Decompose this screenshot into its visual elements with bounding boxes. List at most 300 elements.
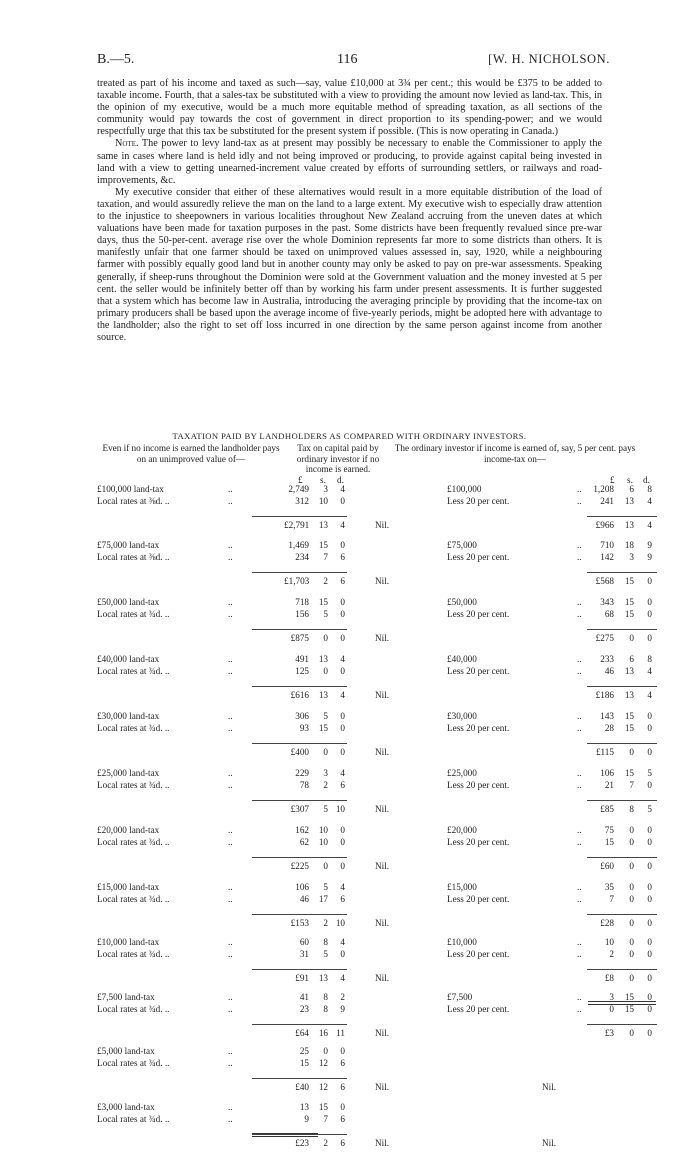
landholder-total-shillings: 2 [323, 918, 328, 928]
land-tax-shillings: 15 [318, 540, 328, 550]
land-tax-label: £10,000 land-tax [97, 937, 160, 947]
table-row [97, 881, 657, 931]
investor-total-shillings: 15 [624, 576, 634, 586]
investor-nil-tax: Nil. [375, 633, 390, 643]
landholder-total-pounds: £875 [290, 633, 309, 643]
local-rates-pounds: 31 [299, 949, 309, 959]
deduction-pounds: 7 [609, 894, 614, 904]
double-rule [588, 1001, 656, 1005]
land-tax-pounds: 106 [295, 882, 309, 892]
land-tax-pounds: 25 [299, 1046, 309, 1056]
table-title: TAXATION PAID BY LANDHOLDERS AS COMPARED WITH ORDINARY INVESTORS. [172, 431, 527, 441]
local-rates-pounds: 156 [295, 609, 309, 619]
local-rates-pounds: 46 [299, 894, 309, 904]
deduction-shillings: 0 [629, 894, 634, 904]
local-rates-pence: 6 [340, 894, 345, 904]
leader-dots: .. [577, 1004, 582, 1014]
investor-income-label: £20,000 [447, 825, 477, 835]
table-row [97, 1101, 657, 1151]
deduction-pounds: 46 [604, 666, 614, 676]
landholder-total-pounds: £307 [290, 804, 309, 814]
deduction-pounds: 68 [604, 609, 614, 619]
investor-total-pence: 4 [647, 690, 652, 700]
local-rates-label: Local rates at ⅜d. .. [97, 552, 170, 562]
local-rates-label: Local rates at ¾d. .. [97, 723, 170, 733]
land-tax-pounds: 1,469 [288, 540, 309, 550]
local-rates-shillings: 0 [323, 666, 328, 676]
landholder-total-pounds: £2,791 [284, 520, 310, 530]
landholder-total-shillings: 13 [318, 973, 328, 983]
land-tax-pence: 4 [340, 882, 345, 892]
local-rates-label: Local rates at ¾d. .. [97, 1058, 170, 1068]
leader-dots: .. [228, 552, 233, 562]
leader-dots: .. [228, 484, 233, 494]
income-tax-pence: 0 [647, 882, 652, 892]
landholder-total-shillings: 16 [318, 1028, 328, 1038]
land-tax-label: £3,000 land-tax [97, 1102, 155, 1112]
leader-dots: .. [228, 711, 233, 721]
income-tax-pence: 0 [647, 937, 652, 947]
landholder-total-pence: 0 [340, 747, 345, 757]
header-author: [W. H. NICHOLSON. [488, 52, 610, 66]
land-tax-shillings: 5 [323, 711, 328, 721]
income-tax-shillings: 15 [624, 597, 634, 607]
local-rates-pounds: 93 [299, 723, 309, 733]
leader-dots: .. [577, 654, 582, 664]
income-tax-pounds: 233 [600, 654, 614, 664]
local-rates-shillings: 17 [318, 894, 328, 904]
investor-nil-tax: Nil. [375, 690, 390, 700]
unit-shillings: s. [627, 475, 633, 485]
income-tax-shillings: 15 [624, 992, 634, 1002]
landholder-total-shillings: 13 [318, 520, 328, 530]
income-tax-pounds: 106 [600, 768, 614, 778]
income-tax-pounds: 3 [609, 992, 614, 1002]
investor-total-pounds: £115 [595, 747, 614, 757]
body-text [97, 78, 602, 344]
investor-total-shillings: 0 [629, 633, 634, 643]
investor-nil-tax: Nil. [375, 1138, 390, 1148]
income-tax-pounds: 75 [604, 825, 614, 835]
land-tax-pounds: 229 [295, 768, 309, 778]
income-tax-pence: 8 [647, 484, 652, 494]
local-rates-label: Local rates at ¾d. .. [97, 837, 170, 847]
paragraph: treated as part of his income and taxed as such—say, value £10,000 at 3¾ per cent.; this would be £375 to be added to taxable income. Fourth, that a sales-tax be substituted with a view to providing the amount now levied as land-tax. This, in the opinion of my executive, would be a much more equitable method of spreading taxation, as all sections of the community would pay towards the cost of government in direct proportion to its spending-power; and we would respectfully urge that this tax be substituted for the present system if possible. (This is now operating in Canada.) [97, 78, 602, 138]
deduction-pence: 0 [647, 837, 652, 847]
landholder-total-pence: 4 [340, 520, 345, 530]
local-rates-pence: 6 [340, 1058, 345, 1068]
landholder-total-pence: 6 [340, 1138, 345, 1148]
landholder-total-pounds: £616 [290, 690, 309, 700]
income-tax-shillings: 0 [629, 825, 634, 835]
local-rates-shillings: 7 [323, 1114, 328, 1124]
land-tax-shillings: 5 [323, 882, 328, 892]
investor-total-pounds: £85 [600, 804, 614, 814]
landholder-total-pence: 0 [340, 633, 345, 643]
land-tax-label: £50,000 land-tax [97, 597, 160, 607]
landholder-total-pounds: £91 [295, 973, 309, 983]
investor-total-shillings: 13 [624, 520, 634, 530]
leader-dots: .. [228, 1102, 233, 1112]
investor-total-pounds: £8 [604, 973, 614, 983]
investor-nil-income-tax: Nil. [542, 1082, 557, 1092]
landholder-total-pounds: £153 [290, 918, 309, 928]
income-tax-pounds: 35 [604, 882, 614, 892]
income-tax-pence: 5 [647, 768, 652, 778]
local-rates-label: Local rates at ¾d. .. [97, 609, 170, 619]
deduction-shillings: 3 [629, 552, 634, 562]
investor-total-pounds: £28 [600, 918, 614, 928]
income-tax-pence: 0 [647, 825, 652, 835]
investor-nil-tax: Nil. [375, 804, 390, 814]
investor-total-pence: 0 [647, 973, 652, 983]
landholder-total-shillings: 2 [323, 1138, 328, 1148]
deduction-pounds: 15 [604, 837, 614, 847]
land-tax-shillings: 8 [323, 937, 328, 947]
page-number: 116 [337, 52, 358, 67]
column-heading-investor-nil: Tax on capital paid by ordinary investor if no income is earned. [296, 443, 380, 474]
local-rates-pounds: 234 [295, 552, 309, 562]
landholder-total-pounds: £40 [295, 1082, 309, 1092]
income-tax-pounds: 143 [600, 711, 614, 721]
deduction-label: Less 20 per cent. [447, 780, 510, 790]
local-rates-shillings: 8 [323, 1004, 328, 1014]
local-rates-pounds: 312 [295, 496, 309, 506]
investor-nil-tax: Nil. [375, 1028, 390, 1038]
local-rates-pounds: 78 [299, 780, 309, 790]
investor-total-shillings: 0 [629, 861, 634, 871]
landholder-total-shillings: 2 [323, 576, 328, 586]
table-row [97, 824, 657, 874]
land-tax-shillings: 15 [318, 1102, 328, 1112]
local-rates-pence: 6 [340, 552, 345, 562]
investor-total-pence: 0 [647, 747, 652, 757]
investor-total-pounds: £60 [600, 861, 614, 871]
investor-total-pence: 5 [647, 804, 652, 814]
leader-dots: .. [228, 540, 233, 550]
investor-income-label: £7,500 [447, 992, 473, 1002]
leader-dots: .. [577, 992, 582, 1002]
leader-dots: .. [228, 597, 233, 607]
land-tax-shillings: 10 [318, 825, 328, 835]
land-tax-pence: 0 [340, 1102, 345, 1112]
landholder-total-pounds: £225 [290, 861, 309, 871]
local-rates-label: Local rates at ⅜d. .. [97, 496, 170, 506]
local-rates-pounds: 23 [299, 1004, 309, 1014]
land-tax-pounds: 718 [295, 597, 309, 607]
landholder-total-shillings: 5 [323, 804, 328, 814]
landholder-total-shillings: 12 [318, 1082, 328, 1092]
landholder-total-pence: 6 [340, 576, 345, 586]
land-tax-label: £75,000 land-tax [97, 540, 160, 550]
unit-pounds: £ [298, 475, 303, 485]
local-rates-pounds: 15 [299, 1058, 309, 1068]
table-row [97, 767, 657, 817]
investor-income-label: £25,000 [447, 768, 477, 778]
deduction-pence: 0 [647, 1004, 652, 1014]
local-rates-shillings: 10 [318, 496, 328, 506]
local-rates-pence: 0 [340, 666, 345, 676]
land-tax-shillings: 13 [318, 654, 328, 664]
column-heading-investor-income: The ordinary investor if income is earned of, say, 5 per cent. pays income-tax on— [394, 443, 636, 464]
local-rates-pence: 0 [340, 723, 345, 733]
unit-pence: d. [643, 475, 650, 485]
land-tax-pence: 0 [340, 825, 345, 835]
landholder-total-shillings: 13 [318, 690, 328, 700]
deduction-pounds: 2 [609, 949, 614, 959]
land-tax-shillings: 15 [318, 597, 328, 607]
leader-dots: .. [228, 1046, 233, 1056]
income-tax-pounds: 710 [600, 540, 614, 550]
investor-nil-tax: Nil. [375, 861, 390, 871]
table-row [97, 936, 657, 986]
leader-dots: .. [228, 894, 233, 904]
local-rates-pence: 9 [340, 1004, 345, 1014]
local-rates-shillings: 12 [318, 1058, 328, 1068]
deduction-pounds: 28 [604, 723, 614, 733]
paragraph: My executive consider that either of these alternatives would result in a more equitable distribution of the load of taxation, and would assuredly relieve the man on the land to a large extent. My executive wish to especially draw attention to the injustice to sheepowners in various localities throughout New Zealand accruing from the uneven dates at which valuations have been made for taxation purposes in the past. Some districts have been frequently revalued since pre-war days, thus the 50-per-cent. average rise over the whole Dominion represents far more to some districts than others. It is manifestly unfair that one farmer should be taxed on unimproved values assessed in, say, 1920, while a neighbouring farmer with possibly equally good land but in another county may only be asked to pay on pre-war assessments. Speaking generally, if sheep-runs throughout the Dominion were sold at the Government valuation and the money invested at 5 per cent. the seller would be infinitely better off than by working his farm under present assessments. It is further suggested that a system which has become law in Australia, introducing the averaging principle by providing that the income-tax on primary producers shall be based upon the average income of five-yearly periods, might be adopted here with advantage to the landholder; also the right to set off loss incurred in one direction by the same person against income from another source. [97, 186, 602, 343]
deduction-pence: 0 [647, 723, 652, 733]
leader-dots: .. [228, 949, 233, 959]
investor-income-label: £100,000 [447, 484, 482, 494]
deduction-pence: 0 [647, 894, 652, 904]
land-tax-pounds: 41 [299, 992, 309, 1002]
land-tax-label: £40,000 land-tax [97, 654, 160, 664]
investor-total-pounds: £3 [604, 1028, 614, 1038]
leader-dots: .. [577, 894, 582, 904]
total-rule [587, 857, 657, 858]
investor-nil-income-tax: Nil. [542, 1138, 557, 1148]
leader-dots: .. [228, 780, 233, 790]
investor-total-shillings: 0 [629, 747, 634, 757]
total-rule [252, 516, 347, 517]
total-rule [587, 743, 657, 744]
total-rule [587, 572, 657, 573]
land-tax-label: £7,500 land-tax [97, 992, 155, 1002]
table-row [97, 710, 657, 760]
total-rule [252, 629, 347, 630]
unit-shillings: s. [320, 475, 326, 485]
income-tax-shillings: 6 [629, 654, 634, 664]
landholder-total-pence: 10 [335, 804, 345, 814]
income-tax-pounds: 1,208 [593, 484, 614, 494]
deduction-shillings: 15 [624, 723, 634, 733]
note-label: Note. [115, 138, 139, 150]
land-tax-label: £25,000 land-tax [97, 768, 160, 778]
total-rule [252, 743, 347, 744]
leader-dots: .. [577, 825, 582, 835]
investor-income-label: £10,000 [447, 937, 477, 947]
total-rule [587, 629, 657, 630]
land-tax-pence: 2 [340, 992, 345, 1002]
local-rates-shillings: 15 [318, 723, 328, 733]
leader-dots: .. [228, 768, 233, 778]
double-rule [252, 1133, 318, 1137]
local-rates-pounds: 62 [299, 837, 309, 847]
local-rates-shillings: 5 [323, 949, 328, 959]
leader-dots: .. [228, 837, 233, 847]
total-rule [252, 1024, 347, 1025]
total-rule [252, 969, 347, 970]
leader-dots: .. [228, 882, 233, 892]
local-rates-label: Local rates at ¾d. .. [97, 1114, 170, 1124]
investor-total-pounds: £568 [595, 576, 614, 586]
deduction-pence: 0 [647, 780, 652, 790]
land-tax-label: £100,000 land-tax [97, 484, 164, 494]
total-rule [587, 686, 657, 687]
landholder-total-pounds: £23 [295, 1138, 309, 1148]
deduction-label: Less 20 per cent. [447, 1004, 510, 1014]
local-rates-pence: 0 [340, 949, 345, 959]
deduction-pence: 4 [647, 666, 652, 676]
leader-dots: .. [577, 552, 582, 562]
deduction-shillings: 15 [624, 1004, 634, 1014]
deduction-pounds: 142 [600, 552, 614, 562]
note-text: The power to levy land-tax as at present may possibly be necessary to enable the Commissioner to apply the same in cases where land is held idly and not being improved or producing, to provide against capital being invested in land with a view to getting unearned-increment value created by efforts of surrounding settlers, or railways and road-improvements, &c. [97, 138, 602, 186]
total-rule [252, 1078, 347, 1079]
income-tax-shillings: 0 [629, 882, 634, 892]
landholder-total-shillings: 0 [323, 633, 328, 643]
income-tax-pounds: 343 [600, 597, 614, 607]
local-rates-label: Local rates at ¾d. .. [97, 894, 170, 904]
deduction-pence: 4 [647, 496, 652, 506]
deduction-label: Less 20 per cent. [447, 496, 510, 506]
unit-pounds: £ [610, 475, 615, 485]
income-tax-pence: 0 [647, 992, 652, 1002]
leader-dots: .. [228, 609, 233, 619]
table-row [97, 483, 657, 533]
income-tax-pence: 0 [647, 597, 652, 607]
land-tax-pounds: 162 [295, 825, 309, 835]
investor-income-label: £40,000 [447, 654, 477, 664]
local-rates-pounds: 125 [295, 666, 309, 676]
investor-nil-tax: Nil. [375, 576, 390, 586]
investor-total-pounds: £275 [595, 633, 614, 643]
investor-total-pounds: £966 [595, 520, 614, 530]
income-tax-shillings: 15 [624, 711, 634, 721]
leader-dots: .. [577, 937, 582, 947]
leader-dots: .. [577, 882, 582, 892]
deduction-pence: 0 [647, 609, 652, 619]
deduction-pence: 0 [647, 949, 652, 959]
investor-nil-tax: Nil. [375, 918, 390, 928]
landholder-total-pence: 10 [335, 918, 345, 928]
deduction-shillings: 0 [629, 837, 634, 847]
deduction-label: Less 20 per cent. [447, 666, 510, 676]
income-tax-pence: 9 [647, 540, 652, 550]
investor-total-pence: 0 [647, 576, 652, 586]
investor-total-pence: 0 [647, 1028, 652, 1038]
local-rates-shillings: 10 [318, 837, 328, 847]
land-tax-label: £20,000 land-tax [97, 825, 160, 835]
total-rule [252, 914, 347, 915]
land-tax-pence: 0 [340, 540, 345, 550]
leader-dots: .. [577, 540, 582, 550]
local-rates-pence: 0 [340, 609, 345, 619]
investor-nil-tax: Nil. [375, 1082, 390, 1092]
landholder-total-pence: 11 [336, 1028, 345, 1038]
total-rule [587, 800, 657, 801]
unit-pence: d. [337, 475, 344, 485]
land-tax-pounds: 13 [299, 1102, 309, 1112]
local-rates-pence: 6 [340, 780, 345, 790]
local-rates-shillings: 5 [323, 609, 328, 619]
investor-total-shillings: 8 [629, 804, 634, 814]
land-tax-label: £5,000 land-tax [97, 1046, 155, 1056]
landholder-total-pence: 4 [340, 690, 345, 700]
investor-nil-tax: Nil. [375, 973, 390, 983]
investor-total-shillings: 0 [629, 918, 634, 928]
leader-dots: .. [577, 780, 582, 790]
total-rule [587, 914, 657, 915]
deduction-label: Less 20 per cent. [447, 723, 510, 733]
investor-total-pence: 0 [647, 861, 652, 871]
total-rule [252, 800, 347, 801]
leader-dots: .. [577, 711, 582, 721]
deduction-pence: 9 [647, 552, 652, 562]
total-rule [252, 857, 347, 858]
investor-income-label: £15,000 [447, 882, 477, 892]
local-rates-label: Local rates at ¾d. .. [97, 780, 170, 790]
investor-total-shillings: 0 [629, 1028, 634, 1038]
leader-dots: .. [228, 1058, 233, 1068]
land-tax-pence: 0 [340, 597, 345, 607]
deduction-label: Less 20 per cent. [447, 894, 510, 904]
income-tax-shillings: 6 [629, 484, 634, 494]
column-heading-landholder: Even if no income is earned the landholder pays on an unimproved value of— [102, 443, 280, 464]
leader-dots: .. [577, 723, 582, 733]
investor-income-label: £50,000 [447, 597, 477, 607]
income-tax-shillings: 0 [629, 937, 634, 947]
investor-total-pounds: £186 [595, 690, 614, 700]
total-rule [252, 686, 347, 687]
table-row [97, 596, 657, 646]
local-rates-shillings: 7 [323, 552, 328, 562]
local-rates-shillings: 2 [323, 780, 328, 790]
local-rates-pounds: 9 [304, 1114, 309, 1124]
deduction-shillings: 7 [629, 780, 634, 790]
investor-total-pence: 4 [647, 520, 652, 530]
land-tax-pence: 4 [340, 768, 345, 778]
leader-dots: .. [228, 723, 233, 733]
land-tax-pence: 0 [340, 1046, 345, 1056]
land-tax-pence: 4 [340, 654, 345, 664]
deduction-shillings: 13 [624, 666, 634, 676]
land-tax-shillings: 3 [323, 768, 328, 778]
land-tax-pounds: 491 [295, 654, 309, 664]
deduction-label: Less 20 per cent. [447, 609, 510, 619]
land-tax-shillings: 3 [323, 484, 328, 494]
deduction-shillings: 0 [629, 949, 634, 959]
local-rates-pence: 0 [340, 496, 345, 506]
land-tax-label: £30,000 land-tax [97, 711, 160, 721]
local-rates-pence: 6 [340, 1114, 345, 1124]
total-rule [587, 969, 657, 970]
leader-dots: .. [577, 949, 582, 959]
leader-dots: .. [228, 937, 233, 947]
total-rule [587, 1024, 657, 1025]
leader-dots: .. [228, 666, 233, 676]
leader-dots: .. [577, 597, 582, 607]
investor-total-shillings: 13 [624, 690, 634, 700]
landholder-total-pence: 0 [340, 861, 345, 871]
land-tax-pence: 0 [340, 711, 345, 721]
header-reference: B.—5. [97, 52, 135, 67]
investor-nil-tax: Nil. [375, 520, 390, 530]
income-tax-shillings: 18 [624, 540, 634, 550]
leader-dots: .. [577, 484, 582, 494]
deduction-label: Less 20 per cent. [447, 552, 510, 562]
